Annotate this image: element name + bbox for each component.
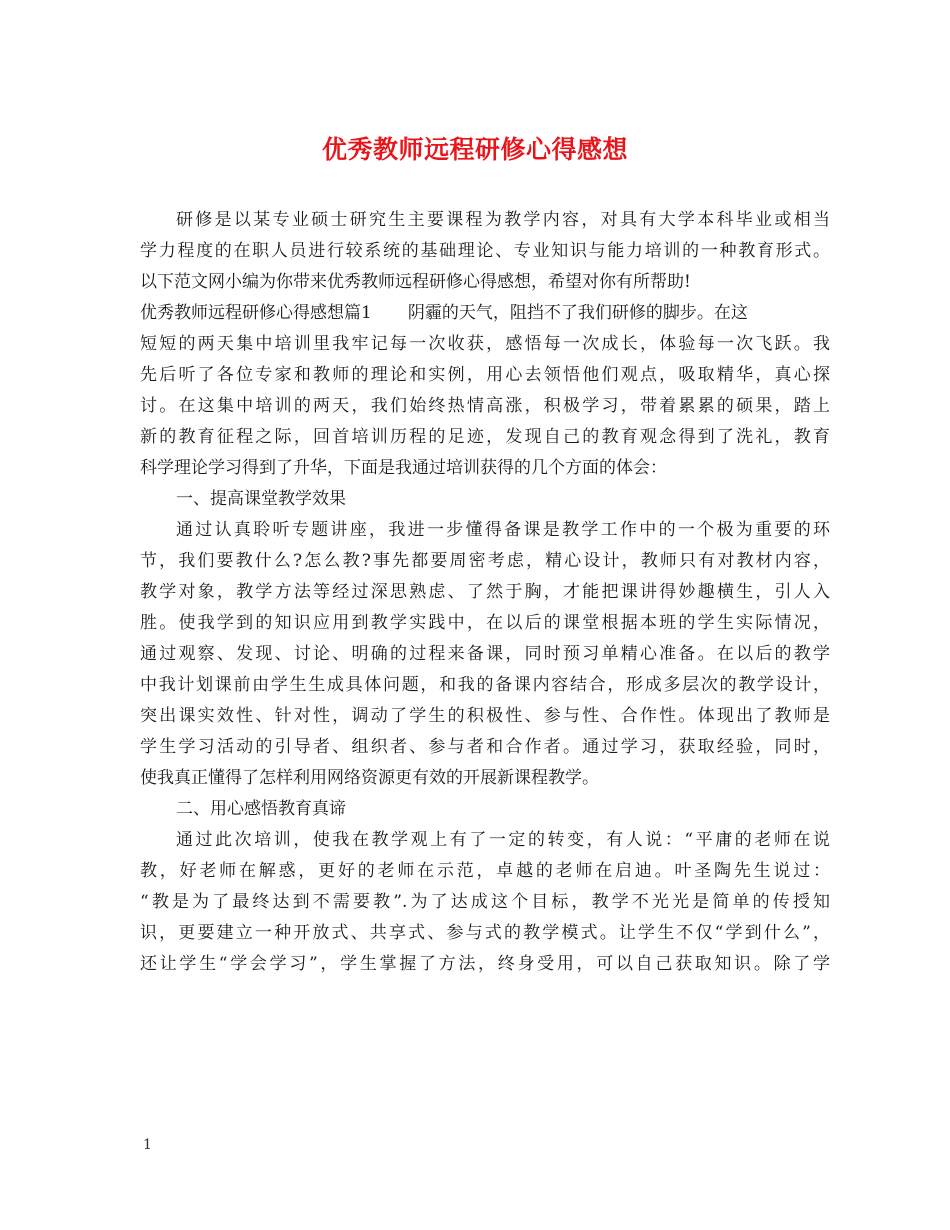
paragraph-text: 阴霾的天气，阻挡不了我们研修的脚步。在这 xyxy=(407,303,748,323)
paragraph-line: 通过此次培训，使我在教学观上有了一定的转变，有人说：“平庸的老师在说 xyxy=(176,830,830,850)
paragraph-line: 研修是以某专业硕士研究生主要课程为教学内容，对具有大学本科毕业或相当 xyxy=(176,210,830,230)
paragraph-line: 胜。使我学到的知识应用到教学实践中，在以后的课堂根据本班的学生实际情况， xyxy=(140,613,830,633)
section-heading: 二、用心感悟教育真谛 xyxy=(176,799,346,819)
section-heading: 一、提高课堂教学效果 xyxy=(176,489,346,509)
paragraph-line: 教，好老师在解惑，更好的老师在示范，卓越的老师在启迪。叶圣陶先生说过： xyxy=(140,861,830,881)
paragraph-line: 以下范文网小编为你带来优秀教师远程研修心得感想，希望对你有所帮助! xyxy=(140,272,691,292)
page-number: 1 xyxy=(143,1137,152,1153)
paragraph-line: 通过观察、发现、讨论、明确的过程来备课，同时预习单精心准备。在以后的教学 xyxy=(140,644,830,664)
paragraph-line: 通过认真聆听专题讲座，我进一步懂得备课是教学工作中的一个极为重要的环 xyxy=(176,520,830,540)
section-heading-line xyxy=(140,298,830,329)
paragraph-line: “教是为了最终达到不需要教”.为了达成这个目标，教学不光光是简单的传授知 xyxy=(140,892,830,912)
article-heading: 优秀教师远程研修心得感想篇1 xyxy=(140,303,372,323)
paragraph-line: 新的教育征程之际，回首培训历程的足迹，发现自己的教育观念得到了洗礼，教育 xyxy=(140,427,830,447)
paragraph-line: 中我计划课前由学生生成具体问题，和我的备课内容结合，形成多层次的教学设计， xyxy=(140,675,830,695)
paragraph-line: 使我真正懂得了怎样利用网络资源更有效的开展新课程教学。 xyxy=(140,768,599,788)
paragraph-line: 讨。在这集中培训的两天，我们始终热情高涨，积极学习，带着累累的硕果，踏上 xyxy=(140,396,830,416)
paragraph-line: 突出课实效性、针对性，调动了学生的积极性、参与性、合作性。体现出了教师是 xyxy=(140,706,830,726)
paragraph-line: 短短的两天集中培训里我牢记每一次收获，感悟每一次成长，体验每一次飞跃。我 xyxy=(140,334,830,354)
document-title: 优秀教师远程研修心得感想 xyxy=(321,135,628,164)
paragraph-line: 学力程度的在职人员进行较系统的基础理论、专业知识与能力培训的一种教育形式。 xyxy=(140,241,830,261)
paragraph-line: 节，我们要教什么?怎么教?事先都要周密考虑，精心设计，教师只有对教材内容， xyxy=(140,551,830,571)
document-body xyxy=(140,205,830,980)
paragraph-line: 还让学生“学会学习”，学生掌握了方法，终身受用，可以自己获取知识。除了学 xyxy=(140,954,830,974)
paragraph-line: 教学对象，教学方法等经过深思熟虑、了然于胸，才能把课讲得妙趣横生，引人入 xyxy=(140,582,830,602)
paragraph-line: 学生学习活动的引导者、组织者、参与者和合作者。通过学习，获取经验，同时， xyxy=(140,737,830,757)
paragraph-line: 先后听了各位专家和教师的理论和实例，用心去领悟他们观点，吸取精华，真心探 xyxy=(140,365,830,385)
paragraph-line: 识，更要建立一种开放式、共享式、参与式的教学模式。让学生不仅“学到什么”， xyxy=(140,923,830,943)
paragraph-line: 科学理论学习得到了升华，下面是我通过培训获得的几个方面的体会： xyxy=(140,458,667,478)
